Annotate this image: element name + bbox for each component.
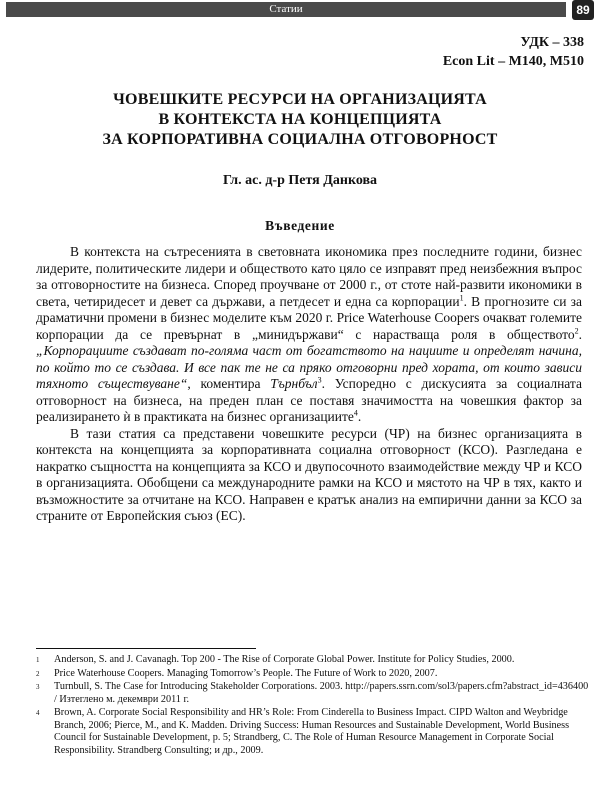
footnote xyxy=(36,668,592,681)
footnote-text: Turnbull, S. The Case for Introducing Stakeholder Corporations. 2003. http://papers.ssrn.com/sol3/papers.cfm?abstract_id=436400 / Изтеглено м. декември 2011 г. xyxy=(54,681,589,705)
title-line-2: В КОНТЕКСТА НА КОНЦЕПЦИЯТА xyxy=(158,111,442,128)
footnote-ref[interactable]: 3 xyxy=(317,375,322,385)
footnote-ref[interactable]: 2 xyxy=(574,326,579,335)
title-line-3: ЗА КОРПОРАТИВНА СОЦИАЛНА ОТГОВОРНОСТ xyxy=(102,131,498,148)
footnote-divider xyxy=(36,648,256,649)
running-header xyxy=(6,2,566,17)
text-run: , коментира xyxy=(187,376,271,391)
footnote-mark: 4 xyxy=(36,709,40,717)
udk-code: УДК – 338 xyxy=(520,35,584,50)
footnote-text: Price Waterhouse Coopers. Managing Tomorrow’s People. The Future of Work to 2020, 2007. xyxy=(54,667,438,679)
section-heading: Въведение xyxy=(265,218,335,233)
footnotes xyxy=(36,654,592,758)
footnote-ref[interactable]: 4 xyxy=(353,408,358,418)
text-run: . xyxy=(357,409,362,424)
article-body xyxy=(36,244,582,525)
cited-author: Търнбъл xyxy=(270,376,318,391)
quote: „Корпорациите създават по-голяма част от богатството на нациите и определят начина, по който то се създава. И все пак те не са пряко отговорни пред хората, от които зависи тяхното съществуване“ xyxy=(36,343,582,391)
text-run: . xyxy=(578,326,582,342)
title-line-1: ЧОВЕШКИТЕ РЕСУРСИ НА ОРГАНИЗАЦИЯТА xyxy=(113,91,487,108)
section-title: Статии xyxy=(269,3,303,15)
article-title xyxy=(0,90,600,150)
author: Гл. ас. д-р Петя Данкова xyxy=(222,173,378,188)
footnote-text: Anderson, S. and J. Cavanagh. Top 200 - The Rise of Corporate Global Power. Institute for Policy Studies, 2000. xyxy=(54,654,515,665)
text-run: . Успоредно с дискусията за социалната отговорност на бизнеса, на преден план се поставя значимостта на човешкия фактор за реализирането ѝ в практиката на бизнес организациите xyxy=(36,376,582,424)
footnote-mark: 1 xyxy=(36,656,40,664)
footnote xyxy=(36,654,592,667)
footnote xyxy=(36,681,592,706)
footnote-mark: 3 xyxy=(36,683,40,691)
footnote-ref[interactable]: 1 xyxy=(459,293,464,302)
footnote-mark: 2 xyxy=(36,669,40,678)
page-number: 89 xyxy=(572,0,594,20)
econlit-code: Econ Lit – M140, M510 xyxy=(442,54,584,69)
classification-codes xyxy=(443,33,584,71)
text-run: В контекста на сътресенията в световната икономика през последните години, бизнес лидерите, политическите лидери и обществото като цяло се изправят пред неизбежния въпрос за отговорностите на бизнеса. Според проучване от 2000 г., от стоте най-развити икономики в света, четиридесет и девет са държави, а петдесет и една са корпорации xyxy=(36,244,582,309)
footnote xyxy=(36,707,592,757)
footnote-text: Brown, A. Corporate Social Responsibility and HR’s Role: From Cinderella to Business Impact. CIPD Walton and Weybridge Branch, 2006; Pierce, M., and K. Madden. Driving Success: Human Resources and Sustainable Development, World Business Council for Sustainable Development, p. 5; Strandberg, C. The Role of Human Resource Management in Corporate Social Responsibility. Strandberg Consulting; и др., 2009. xyxy=(54,707,570,756)
paragraph: В тази статия са представени човешките ресурси (ЧР) на бизнес организацията в контекста на концепцията за корпоративната социална отговорност (КСО). Разгледана е накратко същността на концепцията за КСО и двупосочното взаимодействие между ЧР и КСО в организацията. Обобщени са международните рамки на КСО и мястото на ЧР в тях, както и възможностите за отчитане на КСО. Направен е кратък анализ на емпирични данни за КСО за страните от Европейския съюз (ЕС). xyxy=(36,425,582,523)
text-run: . В прогнозите си за драматични промени в бизнес моделите към 2020 г. Price Waterhouse Coopers очакват големите корпорации да се превърнат в „минидържави“ с нарастваща роля в обществото xyxy=(36,293,582,342)
paragraph xyxy=(36,244,582,426)
